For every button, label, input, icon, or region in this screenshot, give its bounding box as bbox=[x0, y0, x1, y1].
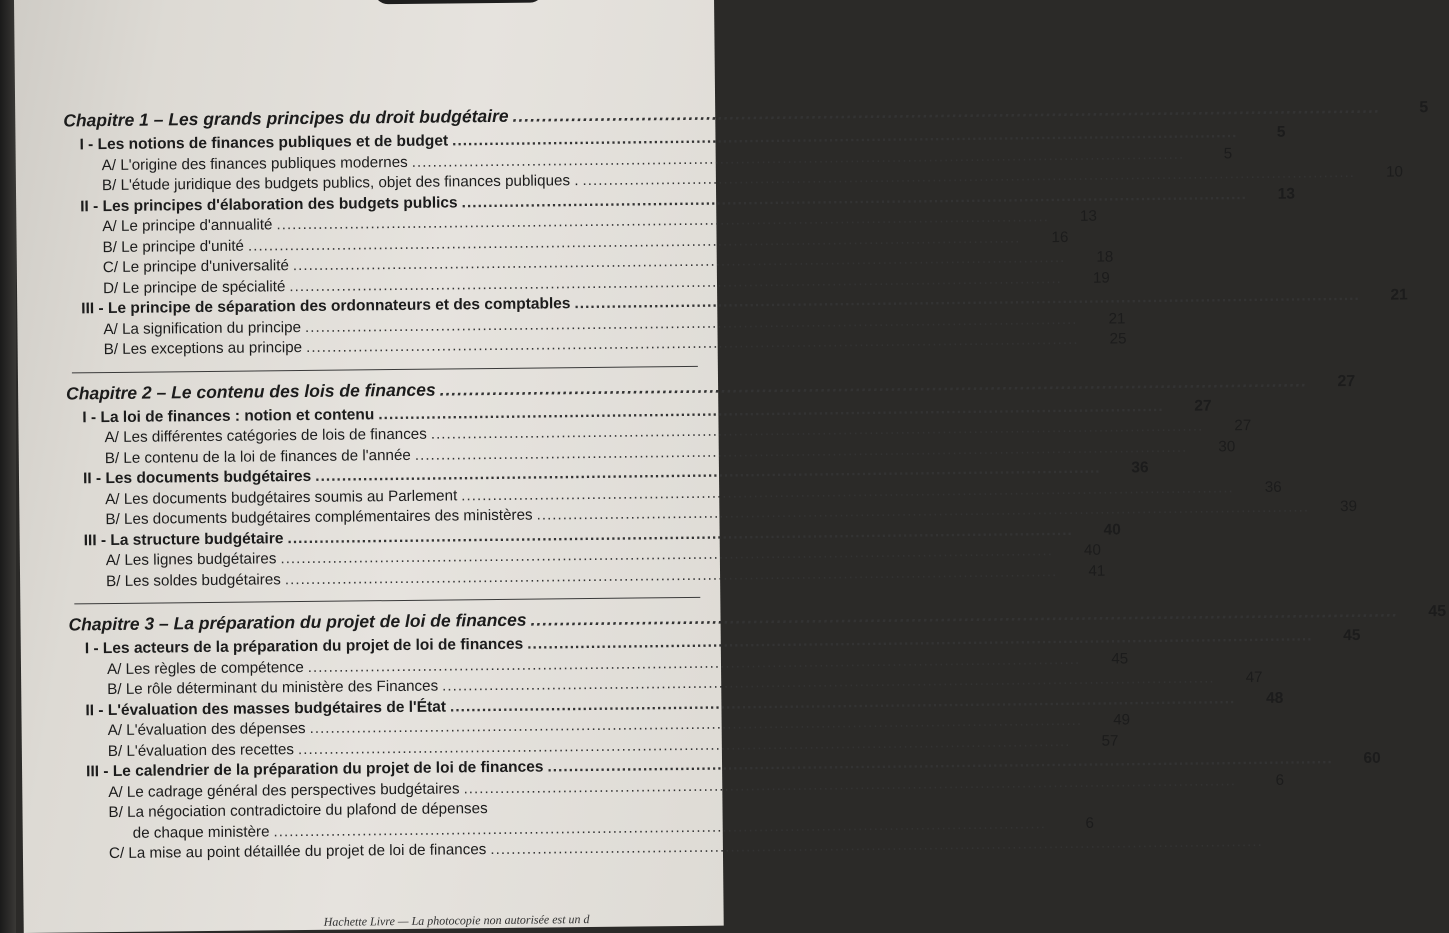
subsection-entry-page-number: 18 bbox=[1096, 248, 1114, 266]
subsection-entry-page-number: 27 bbox=[1234, 417, 1252, 435]
subsection-entry-page-number: 10 bbox=[1385, 163, 1404, 181]
dot-leader bbox=[440, 370, 1308, 400]
section-entry-page-number: 5 bbox=[1276, 123, 1286, 141]
chapter-divider bbox=[72, 365, 698, 373]
section-entry-title: II - L'évaluation des masses budgétaires de l'État bbox=[85, 698, 447, 719]
subsection-entry-title: D/ Le principe de spécialité bbox=[102, 277, 286, 297]
subsection-entry-page-number: 6 bbox=[1085, 814, 1095, 832]
subsection-entry-title: B/ Les exceptions au principe bbox=[103, 339, 303, 359]
subsection-entry-page-number: 21 bbox=[1108, 309, 1126, 328]
section-entry-title: II - Les documents budgétaires bbox=[82, 467, 312, 488]
chapter-entry-page-number: 27 bbox=[1337, 372, 1356, 390]
section-entry-title: III - La structure budgétaire bbox=[83, 529, 284, 549]
subsection-entry-page-number: 36 bbox=[1264, 478, 1282, 496]
subsection-entry-page-number: 39 bbox=[1340, 497, 1358, 516]
subsection-entry-page-number: 16 bbox=[1051, 228, 1069, 246]
section-entry-page-number: 36 bbox=[1131, 459, 1149, 477]
subsection-entry-title: A/ Les différentes catégories de lois de finances bbox=[104, 425, 427, 447]
subsection-entry-title: A/ Les lignes budgétaires bbox=[105, 550, 277, 570]
subsection-entry-page-number: 30 bbox=[1218, 437, 1236, 455]
subsection-entry-page-number: 49 bbox=[1113, 711, 1131, 729]
subsection-entry-title: A/ La signification du principe bbox=[103, 318, 302, 338]
subsection-entry-page-number: 47 bbox=[1245, 668, 1263, 687]
section-entry-title: I - La loi de finances : notion et contenu bbox=[82, 405, 375, 426]
subsection-entry-page-number: 19 bbox=[1092, 269, 1110, 287]
page-footer: Hachette Livre — La photocopie non autorisée est un d bbox=[323, 912, 590, 929]
section-entry-page-number: 21 bbox=[1390, 286, 1408, 304]
subsection-entry-title: A/ Le principe d'annualité bbox=[102, 216, 273, 236]
subsection-entry-page-number: 40 bbox=[1083, 541, 1101, 559]
section-entry-page-number: 27 bbox=[1194, 396, 1212, 415]
subsection-entry-page-number: 5 bbox=[1223, 144, 1233, 162]
subsection-entry-title: B/ L'étude juridique des budgets publics, objet des finances publiques . bbox=[101, 172, 579, 195]
section-entry-page-number: 45 bbox=[1343, 626, 1361, 645]
page-heading-fragment bbox=[374, 0, 544, 4]
subsection-entry-page-number: 25 bbox=[1109, 330, 1127, 348]
section-entry-title: II - Les principes d'élaboration des budgets publics bbox=[80, 193, 458, 215]
subsection-entry-title: C/ Le principe d'universalité bbox=[102, 257, 289, 277]
chapter-entry-title: Chapitre 2 – Le contenu des lois de finances bbox=[66, 379, 436, 403]
subsection-entry-title: B/ Le principe d'unité bbox=[102, 237, 245, 256]
subsection-entry-title: A/ L'évaluation des dépenses bbox=[107, 719, 306, 740]
chapter-entry-page-number: 5 bbox=[1419, 99, 1429, 117]
subsection-entry-page-number: 45 bbox=[1111, 649, 1129, 668]
book-page bbox=[14, 0, 1447, 933]
subsection-entry-page-number: 6 bbox=[1275, 771, 1285, 789]
table-of-contents bbox=[63, 98, 1447, 866]
subsection-entry-title: C/ La mise au point détaillée du projet de loi de finances bbox=[108, 841, 487, 863]
subsection-entry-title: B/ Les documents budgétaires complémentaires des ministères bbox=[105, 506, 533, 529]
chapter-divider bbox=[74, 597, 700, 605]
section-entry-page-number: 13 bbox=[1277, 185, 1296, 203]
dot-leader bbox=[530, 601, 1398, 631]
section-entry-title: III - Le calendrier de la préparation du projet de loi de finances bbox=[85, 758, 544, 781]
subsection-entry-page-number: 13 bbox=[1079, 207, 1098, 225]
subsection-entry-title: B/ La négociation contradictoire du plafond de dépenses bbox=[108, 800, 488, 822]
section-entry-page-number: 40 bbox=[1103, 520, 1121, 539]
subsection-entry-title: A/ Le cadrage général des perspectives budgétaires bbox=[108, 779, 460, 801]
subsection-entry-title: B/ Les soldes budgétaires bbox=[106, 570, 281, 590]
section-entry-title: III - Le principe de séparation des ordonnateurs et des comptables bbox=[81, 295, 571, 318]
chapter-entry-title: Chapitre 1 – Les grands principes du droit budgétaire bbox=[63, 105, 509, 131]
section-entry-title: I - Les notions de finances publiques et de budget bbox=[79, 132, 449, 154]
subsection-entry-title: de chaque ministère bbox=[132, 822, 270, 842]
section-entry-page-number: 48 bbox=[1265, 689, 1284, 707]
chapter-entry-page-number: 45 bbox=[1428, 603, 1447, 621]
subsection-entry-page-number: 57 bbox=[1101, 731, 1119, 750]
subsection-entry-page-number: 41 bbox=[1088, 562, 1106, 580]
dot-leader bbox=[513, 97, 1381, 127]
subsection-entry-title: A/ Les documents budgétaires soumis au Parlement bbox=[105, 486, 458, 508]
subsection-entry-title: A/ Les règles de compétence bbox=[106, 658, 304, 678]
subsection-entry-title: B/ L'évaluation des recettes bbox=[107, 740, 295, 760]
section-entry-title: I - Les acteurs de la préparation du projet de loi de finances bbox=[84, 635, 524, 658]
chapter-entry-title: Chapitre 3 – La préparation du projet de loi de finances bbox=[68, 609, 527, 635]
subsection-entry-title: A/ L'origine des finances publiques modernes bbox=[101, 153, 408, 174]
book-spine-shadow bbox=[0, 0, 16, 933]
subsection-entry-title: B/ Le contenu de la loi de finances de l'année bbox=[104, 446, 411, 467]
section-entry-page-number: 60 bbox=[1363, 749, 1381, 767]
subsection-entry-title: B/ Le rôle déterminant du ministère des Finances bbox=[107, 677, 439, 699]
